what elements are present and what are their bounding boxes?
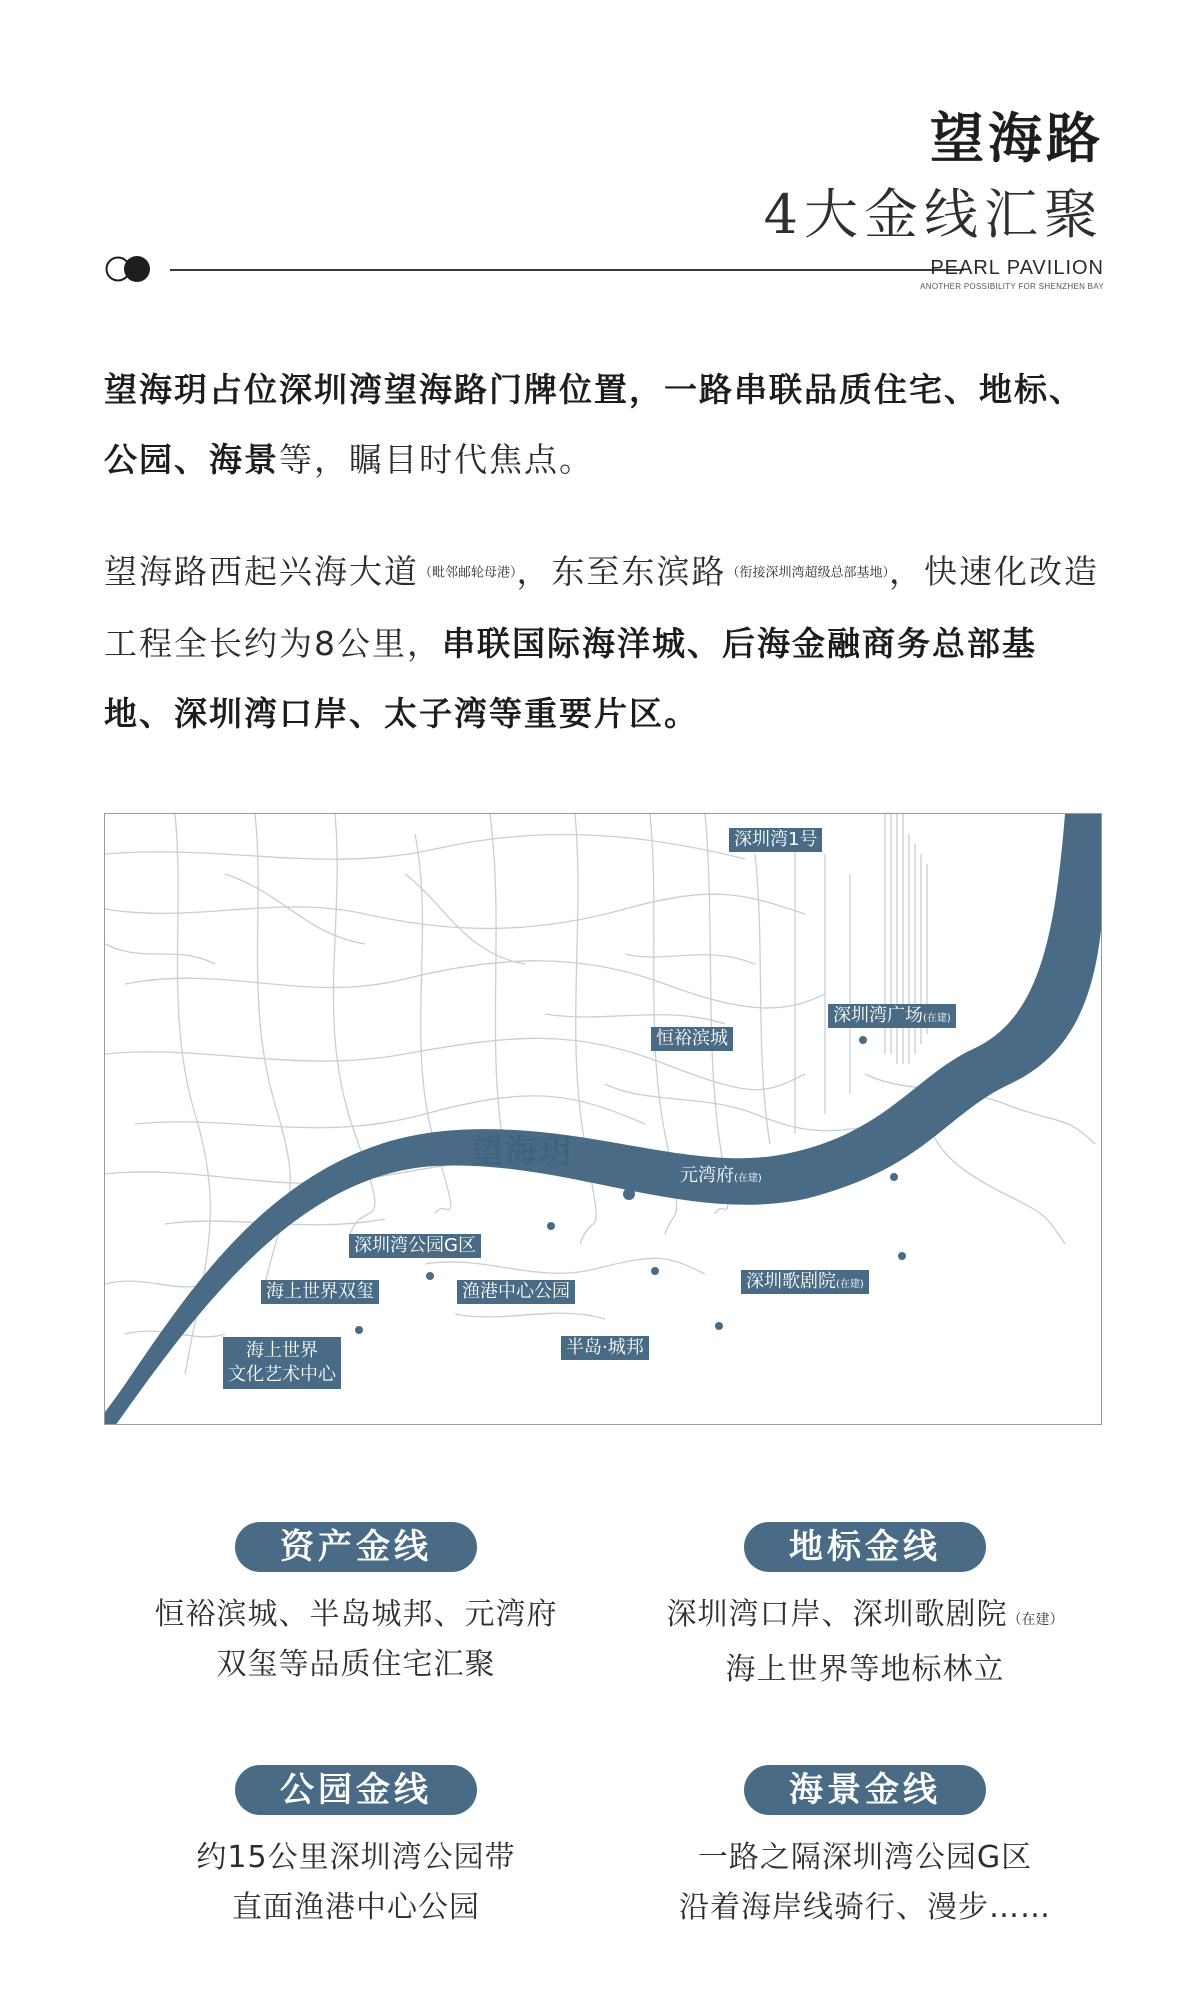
map-label-seaworld-culture: 海上世界 文化艺术中心 — [223, 1337, 341, 1389]
feature-landmarks — [625, 1522, 1105, 1695]
feature-assets-line1: 恒裕滨城、半岛城邦、元湾府 — [154, 1597, 558, 1632]
feature-title-assets: 资产金线 — [235, 1522, 477, 1572]
map-svg — [105, 814, 1102, 1425]
brand-logo-icon — [104, 254, 156, 284]
feature-title-parks: 公园金线 — [235, 1765, 477, 1815]
route-paragraph — [104, 537, 1104, 749]
feature-title-landmarks: 地标金线 — [744, 1522, 986, 1572]
brand-tagline: ANOTHER POSSIBILITY FOR SHENZHEN BAY — [920, 282, 1104, 291]
route-note1: （毗邻邮轮母港） — [419, 565, 517, 581]
map-label-fishing-park: 渔港中心公园 — [457, 1280, 575, 1304]
intro-bold: 望海玥占位深圳湾望海路门牌位置，一路串联品质住宅、地标、公园、海景 — [104, 370, 1084, 479]
intro-normal: 等，瞩目时代焦点。 — [279, 440, 594, 479]
map-label-park-g: 深圳湾公园G区 — [349, 1234, 481, 1258]
brand-name: PEARL PAVILION — [930, 257, 1104, 279]
route-seg1: 望海路西起兴海大道 — [104, 552, 419, 591]
intro-paragraph — [104, 355, 1104, 495]
route-seg2: ，东至东滨路 — [516, 552, 727, 591]
feature-parks — [116, 1765, 596, 1933]
route-bold: 串联国际海洋城、后海金融商务总部基地、深圳湾口岸、太子湾等重要片区。 — [104, 623, 1037, 733]
route-seg3: ，快速化改造工程全长约为8公里， — [104, 552, 1100, 663]
divider-line — [170, 269, 964, 271]
map-label-peninsula: 半岛·城邦 — [561, 1336, 649, 1360]
feature-seaview-line1: 一路之隔深圳湾公园G区 — [697, 1840, 1033, 1875]
feature-seaview-line2: 沿着海岸线骑行、漫步…… — [679, 1890, 1051, 1925]
feature-assets — [116, 1522, 596, 1690]
map-label-sz-opera: 深圳歌剧院(在建) — [741, 1270, 869, 1294]
feature-parks-line1: 约15公里深圳湾公园带 — [196, 1840, 516, 1875]
page-subtitle: 4大金线汇聚 — [763, 183, 1104, 246]
feature-assets-line2: 双玺等品质住宅汇聚 — [216, 1647, 496, 1682]
feature-parks-line2: 直面渔港中心公园 — [232, 1890, 480, 1925]
map-label-sz-bay-1: 深圳湾1号 — [729, 828, 822, 852]
feature-title-seaview: 海景金线 — [744, 1765, 986, 1815]
feature-landmarks-line1: 深圳湾口岸、深圳歌剧院（在建） — [666, 1597, 1064, 1632]
map-label-sz-bay-plaza: 深圳湾广场(在建) — [828, 1004, 956, 1028]
map-label-center: 望海玥 — [471, 1132, 574, 1170]
map-label-hengyu: 恒裕滨城 — [651, 1027, 733, 1051]
route-map — [104, 813, 1102, 1425]
map-label-yuanwan: 元湾府(在建) — [675, 1164, 767, 1188]
brand-divider — [104, 252, 1104, 292]
map-label-seaworld-xi: 海上世界双玺 — [261, 1280, 379, 1304]
route-note2: （衔接深圳湾超级总部基地） — [726, 565, 890, 581]
feature-seaview — [625, 1765, 1105, 1933]
feature-landmarks-line2: 海上世界等地标林立 — [725, 1652, 1005, 1687]
river-band — [105, 814, 1102, 1425]
page-title: 望海路 — [930, 106, 1104, 170]
